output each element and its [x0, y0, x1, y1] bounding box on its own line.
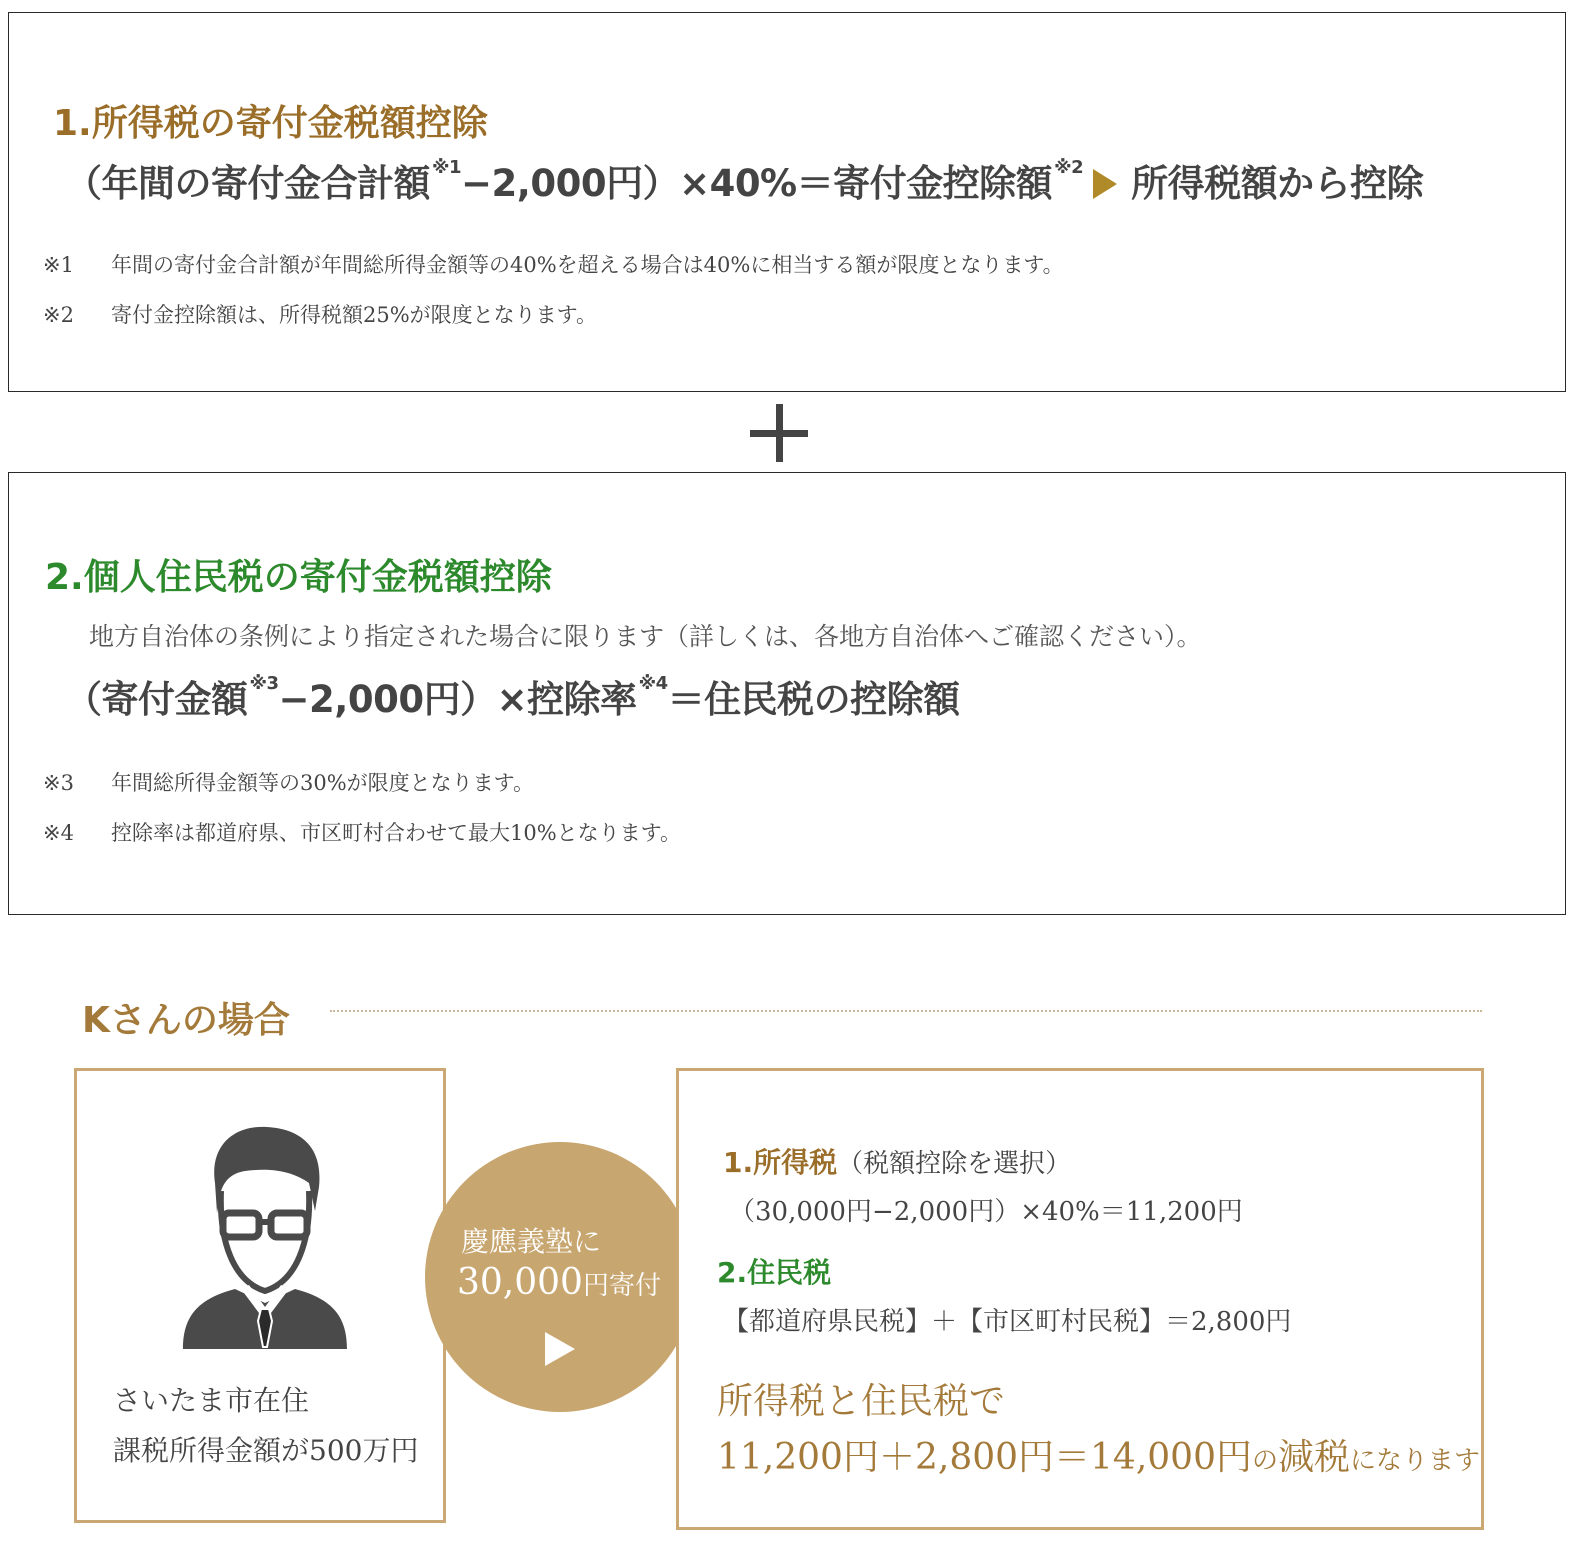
resident-tax-panel — [8, 472, 1566, 915]
person-income: 課税所得金額が500万円 — [113, 1434, 419, 1467]
footnote-2 — [43, 299, 597, 329]
formula-part-b: −2,000円）×控除率 — [278, 678, 637, 721]
formula-result: 所得税額から控除 — [1131, 162, 1424, 205]
result-item1-header — [723, 1141, 1071, 1181]
resident-tax-heading: 2.個人住民税の寄付金税額控除 — [45, 557, 552, 598]
summary-gen: 減税 — [1278, 1437, 1351, 1478]
donation-circle — [425, 1142, 695, 1412]
footnote-1 — [43, 249, 1064, 279]
formula-part-c: ＝住民税の控除額 — [667, 678, 960, 721]
formula-part-a: （寄付金額 — [65, 678, 248, 721]
summary-line2 — [717, 1429, 1480, 1480]
footnote-4 — [43, 817, 681, 847]
footnote-mark: ※3 — [43, 771, 74, 795]
businessman-icon — [175, 1121, 355, 1351]
income-tax-heading: 1.所得税の寄付金税額控除 — [53, 103, 488, 144]
footnote-mark: ※2 — [43, 303, 74, 327]
footnote-text: 年間の寄付金合計額が年間総所得金額等の40%を超える場合は40%に相当する額が限度となります。 — [111, 253, 1064, 277]
donation-amount-suffix: 円寄付 — [582, 1271, 661, 1301]
footnote-ref-2: ※2 — [1054, 157, 1084, 178]
footnote-3 — [43, 767, 534, 797]
donation-amount: 30,000 — [457, 1262, 583, 1303]
result-item2-formula: 【都道府県民税】＋【市区町村民税】＝2,800円 — [723, 1307, 1292, 1337]
person-residence: さいたま市在住 — [113, 1384, 310, 1417]
resident-tax-formula — [65, 669, 960, 723]
result-item1-label: 1.所得税 — [723, 1146, 838, 1179]
income-tax-formula — [65, 153, 1423, 207]
summary-amount: 11,200円＋2,800円＝14,000円 — [717, 1437, 1252, 1478]
play-arrow-icon — [543, 1330, 577, 1368]
right-triangle-icon — [1093, 169, 1117, 199]
result-item1-note: （税額控除を選択） — [837, 1149, 1072, 1179]
summary-tail: になります — [1350, 1446, 1481, 1476]
footnote-mark: ※1 — [43, 253, 74, 277]
footnote-ref-3: ※3 — [249, 673, 279, 694]
dotted-divider — [330, 1010, 1482, 1012]
footnote-text: 寄付金控除額は、所得税額25%が限度となります。 — [111, 303, 597, 327]
income-tax-panel — [8, 12, 1566, 392]
plus-icon — [750, 404, 808, 462]
footnote-ref-1: ※1 — [432, 157, 462, 178]
person-card — [74, 1068, 446, 1523]
footnote-text: 年間総所得金額等の30%が限度となります。 — [111, 771, 534, 795]
donation-recipient: 慶應義塾に — [461, 1225, 602, 1258]
result-item1-formula: （30,000円−2,000円）×40%＝11,200円 — [729, 1197, 1243, 1227]
case-title: Kさんの場合 — [82, 1000, 290, 1041]
resident-tax-subtext: 地方自治体の条例により指定された場合に限ります（詳しくは、各地方自治体へご確認ください）。 — [89, 622, 1202, 651]
footnote-text: 控除率は都道府県、市区町村合わせて最大10%となります。 — [111, 821, 681, 845]
donation-amount-line — [457, 1262, 661, 1303]
footnote-mark: ※4 — [43, 821, 74, 845]
summary-line1: 所得税と住民税で — [717, 1381, 1006, 1422]
formula-part-b: −2,000円）×40%＝寄付金控除額 — [461, 162, 1053, 205]
result-card — [676, 1068, 1484, 1530]
footnote-ref-4: ※4 — [638, 673, 668, 694]
formula-part-a: （年間の寄付金合計額 — [65, 162, 430, 205]
result-item2-label: 2.住民税 — [717, 1256, 832, 1289]
summary-no: の — [1252, 1446, 1279, 1476]
